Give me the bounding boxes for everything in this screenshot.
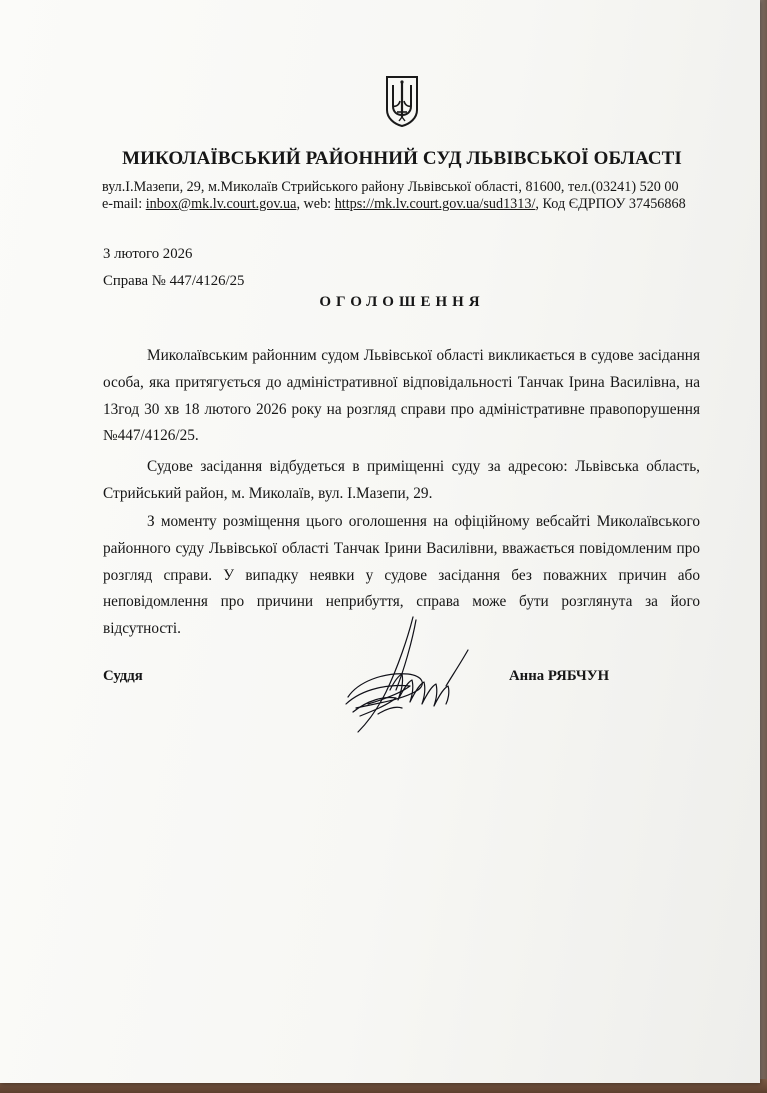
web-label: , web:: [296, 196, 335, 212]
handwritten-signature-icon: [338, 612, 478, 737]
paragraph-summons: Миколаївським районним судом Львівської області викликається в судове засідання особа, яка притягується до адміністративної відповідальності Танчак Ірина Василівна, на 13год 30 хв 18 лютого 2026 року на розгляд справи про адміністративне правопорушення №447/4126/25.: [103, 347, 700, 445]
ukraine-trident-emblem-icon: [384, 74, 420, 128]
judge-name: Анна РЯБЧУН: [509, 668, 610, 684]
court-contacts: [102, 196, 686, 213]
edrpou-code: , Код ЄДРПОУ 37456868: [535, 196, 686, 212]
judge-label: Суддя: [103, 668, 143, 684]
court-address: вул.І.Мазепи, 29, м.Миколаїв Стрийського району Львівської області, 81600, тел.(03241) 520 00: [102, 179, 679, 195]
case-number: Справа № 447/4126/25: [103, 273, 245, 289]
document-heading: ОГОЛОШЕННЯ: [319, 294, 485, 310]
paragraph-notice: З моменту розміщення цього оголошення на офіційному вебсайті Миколаївського районного суду Львівської області Танчак Ірини Василівни, вважається повідомленим про розгляд справи. У випадку неявки у судове засідання без поважних причин або неповідомлення про причини неприбуття, справа може бути розглянута за його відсутності.: [103, 513, 700, 638]
court-name: МИКОЛАЇВСЬКИЙ РАЙОННИЙ СУД ЛЬВІВСЬКОЇ ОБЛАСТІ: [122, 148, 682, 169]
email-link[interactable]: inbox@mk.lv.court.gov.ua: [145, 196, 297, 212]
paragraph-location: Судове засідання відбудеться в приміщенні суду за адресою: Львівська область, Стрийський район, м. Миколаїв, вул. І.Мазепи, 29.: [103, 458, 700, 502]
document-date: 3 лютого 2026: [103, 246, 193, 262]
email-label: e-mail:: [102, 196, 146, 212]
website-link[interactable]: https://mk.lv.court.gov.ua/sud1313/: [334, 196, 536, 212]
